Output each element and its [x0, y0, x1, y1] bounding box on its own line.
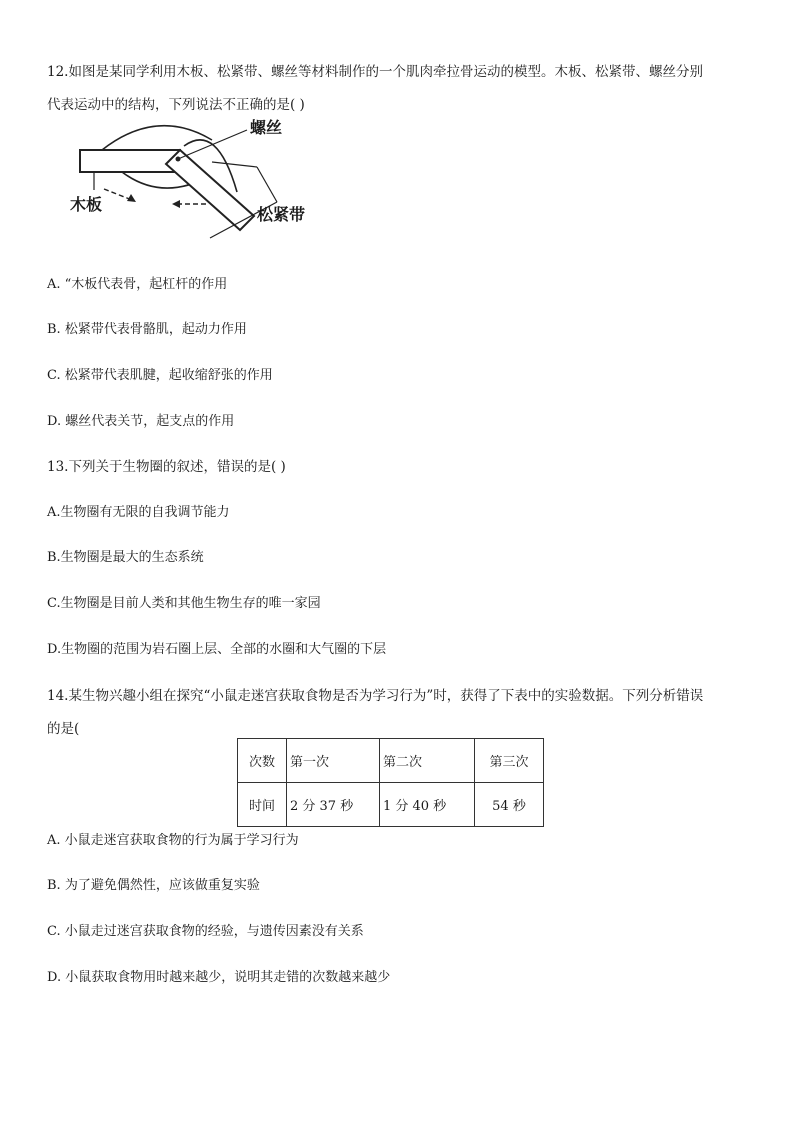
q14-stem-line1: 14.某生物兴趣小组在探究“小鼠走迷宫获取食物是否为学习行为”时，获得了下表中的实验数据。下列分析错误	[47, 688, 704, 704]
table-cell: 次数	[238, 739, 287, 783]
table-cell: 第一次	[287, 739, 380, 783]
q12-option-d: D. 螺丝代表关节，起支点的作用	[47, 414, 235, 429]
table-cell: 第三次	[475, 739, 544, 783]
label-elastic-band: 松紧带	[257, 205, 306, 224]
muscle-bone-model-figure	[62, 112, 332, 242]
q13-option-b: B.生物圈是最大的生态系统	[47, 550, 204, 565]
q14-option-a: A. 小鼠走迷宫获取食物的行为属于学习行为	[47, 833, 299, 848]
q12-option-b: B. 松紧带代表骨骼肌，起动力作用	[47, 322, 247, 337]
q14-option-d: D. 小鼠获取食物用时越来越少，说明其走错的次数越来越少	[47, 970, 391, 985]
q13-option-a: A.生物圈有无限的自我调节能力	[47, 505, 230, 520]
label-screw: 螺丝	[250, 118, 283, 137]
label-board: 木板	[70, 195, 103, 214]
table-cell: 第二次	[380, 739, 475, 783]
q14-stem-line2: 的是(	[47, 721, 80, 737]
q13-option-d: D.生物圈的范围为岩石圈上层、全部的水圈和大气圈的下层	[47, 642, 387, 657]
maze-experiment-table	[237, 738, 544, 827]
q12-stem-line1: 12.如图是某同学利用木板、松紧带、螺丝等材料制作的一个肌肉牵拉骨运动的模型。木板、松紧带、螺丝分别	[47, 64, 703, 80]
q13-option-c: C.生物圈是目前人类和其他生物生存的唯一家园	[47, 596, 321, 611]
q12-option-a: A. “木板代表骨，起杠杆的作用	[47, 277, 228, 292]
table-cell: 54 秒	[475, 783, 544, 827]
table-cell: 时间	[238, 783, 287, 827]
table-row	[238, 783, 544, 827]
q14-option-c: C. 小鼠走过迷宫获取食物的经验，与遗传因素没有关系	[47, 924, 364, 939]
table-cell: 1 分 40 秒	[380, 783, 475, 827]
table-header-row	[238, 739, 544, 783]
q14-option-b: B. 为了避免偶然性，应该做重复实验	[47, 878, 260, 893]
q12-stem-line2: 代表运动中的结构，下列说法不正确的是( )	[47, 97, 305, 113]
q13-stem: 13.下列关于生物圈的叙述，错误的是( )	[47, 459, 286, 475]
table-cell: 2 分 37 秒	[287, 783, 380, 827]
q12-option-c: C. 松紧带代表肌腱，起收缩舒张的作用	[47, 368, 273, 383]
